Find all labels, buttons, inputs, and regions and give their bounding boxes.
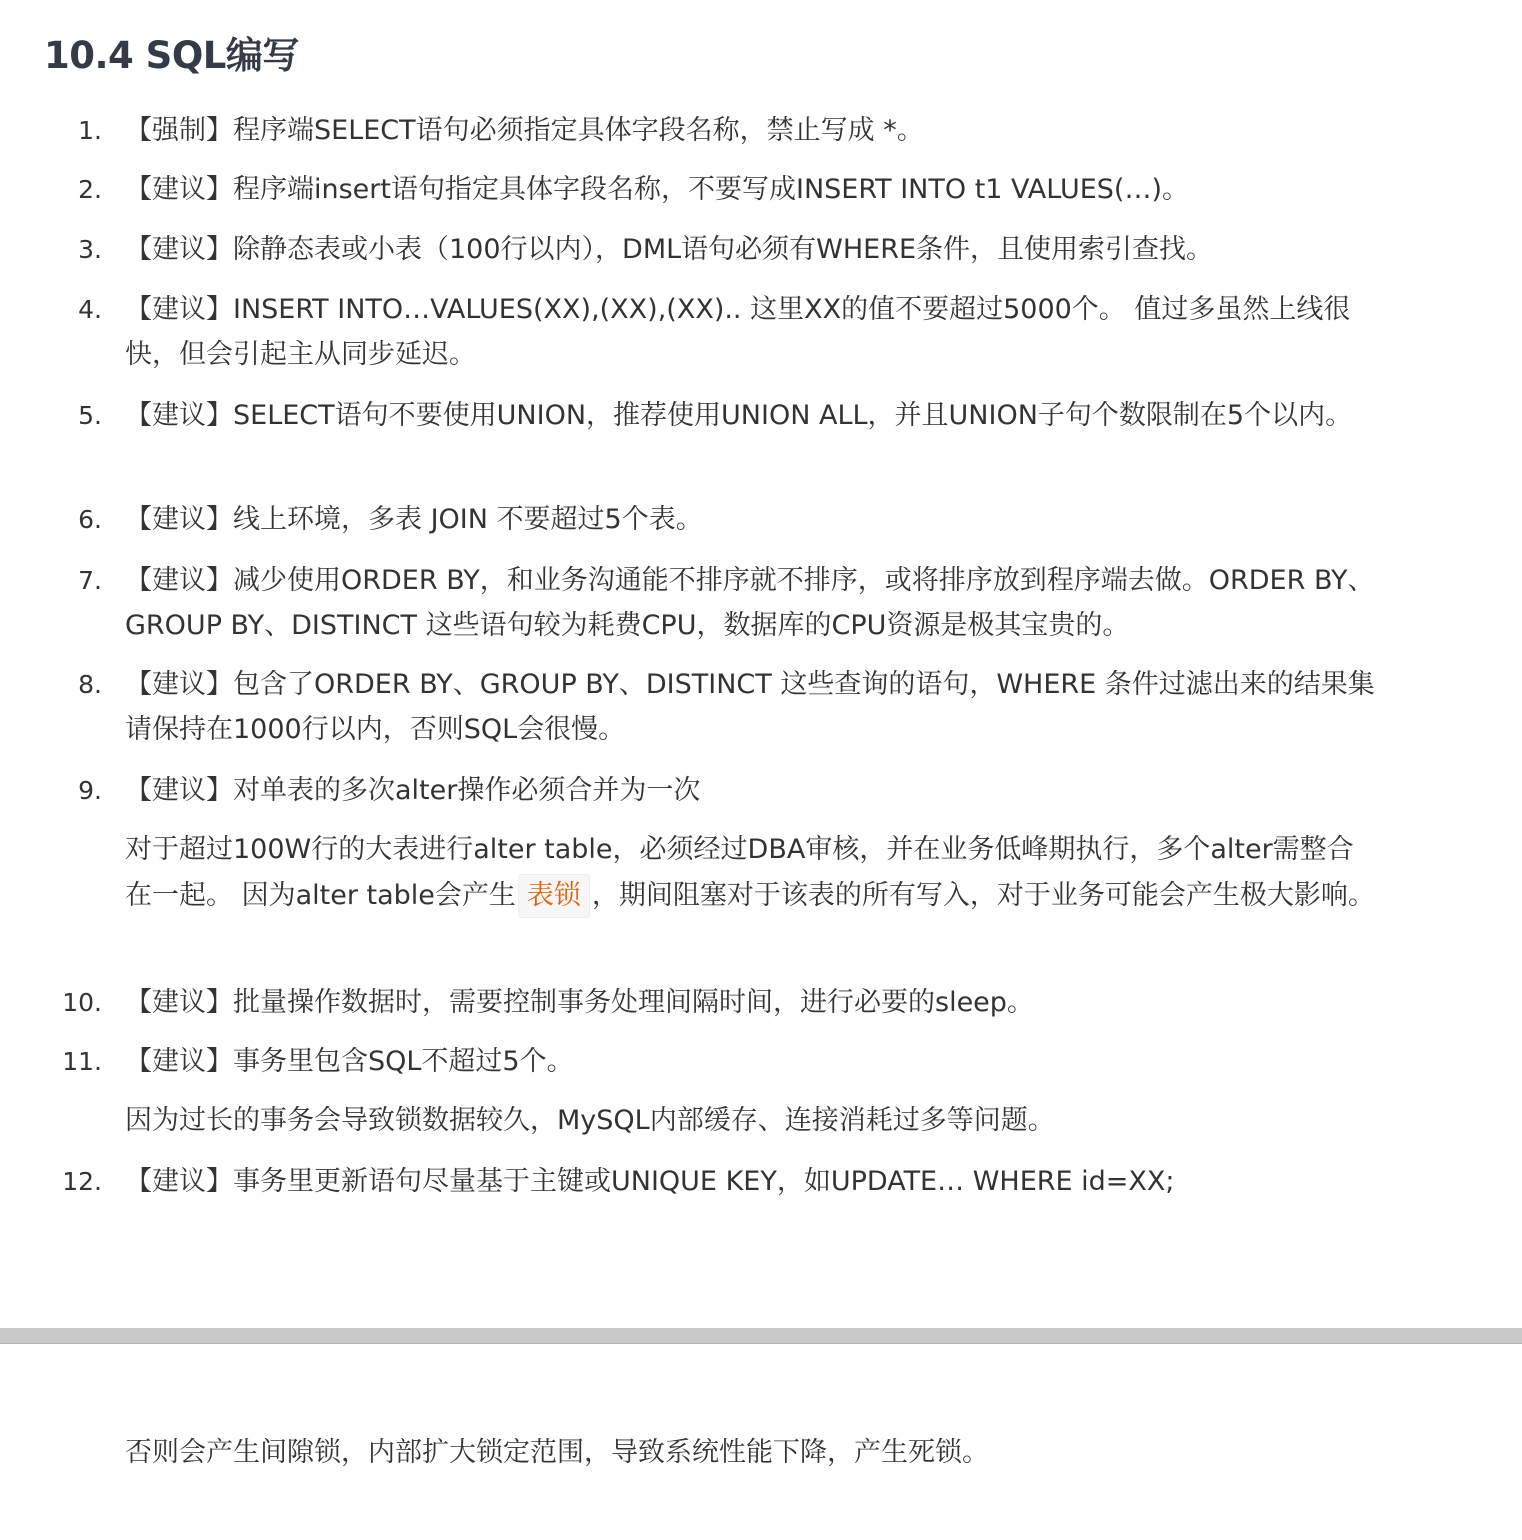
list-item-text: 【建议】包含了ORDER BY、GROUP BY、DISTINCT 这些查询的语句，WHERE 条件过滤出来的结果集请保持在1000行以内，否则SQL会很慢。 (125, 669, 1375, 745)
list-item-text: 【建议】线上环境，多表 JOIN 不要超过5个表。 (125, 504, 703, 535)
list-item-number: 1. (78, 116, 102, 145)
list-item-note: 因为过长的事务会导致锁数据较久，MySQL内部缓存、连接消耗过多等问题。 (125, 1105, 1055, 1136)
list-item (0, 1039, 1380, 1159)
list-item-number: 5. (78, 401, 102, 430)
list-item-number: 3. (78, 235, 102, 264)
list-item-number: 8. (78, 670, 102, 699)
list-item (0, 167, 1380, 227)
list-item-note (125, 813, 1380, 919)
list-item-text: 【强制】程序端SELECT语句必须指定具体字段名称，禁止写成 *。 (125, 115, 924, 146)
list-item-number: 11. (62, 1047, 102, 1076)
list-item (0, 393, 1380, 497)
list-item (0, 227, 1380, 287)
section-title: 10.4 SQL编写 (44, 34, 299, 77)
list-item-number: 7. (78, 566, 102, 595)
list-item-text: 【建议】事务里包含SQL不超过5个。 (125, 1046, 574, 1077)
list-item-text: 【建议】对单表的多次alter操作必须合并为一次 (125, 775, 701, 806)
list-item-number: 2. (78, 175, 102, 204)
list-item-text: 【建议】除静态表或小表（100行以内），DML语句必须有WHERE条件，且使用索引查找。 (125, 234, 1214, 265)
note-text: ，期间阻塞对于该表的所有写入，对于业务可能会产生极大影响。 (591, 880, 1375, 911)
list-item-text: 【建议】减少使用ORDER BY，和业务沟通能不排序就不排序，或将排序放到程序端去做。ORDER BY、GROUP BY、DISTINCT 这些语句较为耗费CPU，数据库的CPU资源是极其宝贵的。 (125, 565, 1375, 641)
note-text: 对于超过100W行的大表进行alter table，必须经过DBA审核，并在业务低峰期执行，多个alter需整合在一起。 因为alter table会产生 (125, 834, 1354, 911)
list-item (0, 768, 1380, 980)
list-item (0, 980, 1380, 1039)
list-item (0, 662, 1380, 768)
list-item-number: 12. (62, 1167, 102, 1196)
list-item-text: 【建议】事务里更新语句尽量基于主键或UNIQUE KEY，如UPDATE… WHERE id=XX; (125, 1166, 1175, 1197)
continued-paragraph: 否则会产生间隙锁，内部扩大锁定范围，导致系统性能下降，产生死锁。 (125, 1437, 989, 1468)
list-item (0, 558, 1380, 662)
page-divider (0, 1328, 1522, 1344)
document-page-bottom (0, 1344, 1522, 1540)
list-item-text: 【建议】程序端insert语句指定具体字段名称，不要写成INSERT INTO t1 VALUES(…)。 (125, 174, 1189, 205)
inline-code-highlight: 表锁 (518, 874, 590, 918)
list-item-number: 10. (62, 988, 102, 1017)
rules-list (0, 108, 1380, 1219)
list-item (0, 497, 1380, 558)
list-item-text: 【建议】SELECT语句不要使用UNION，推荐使用UNION ALL，并且UNION子句个数限制在5个以内。 (125, 400, 1353, 431)
list-item-number: 6. (78, 505, 102, 534)
list-item-text: 【建议】批量操作数据时，需要控制事务处理间隔时间，进行必要的sleep。 (125, 987, 1034, 1018)
list-item-number: 4. (78, 295, 102, 324)
list-item-text: 【建议】INSERT INTO…VALUES(XX),(XX),(XX).. 这里XX的值不要超过5000个。 值过多虽然上线很快，但会引起主从同步延迟。 (125, 294, 1351, 370)
list-item (0, 1159, 1380, 1219)
list-item (0, 108, 1380, 167)
list-item-number: 9. (78, 776, 102, 805)
list-item (0, 287, 1380, 393)
